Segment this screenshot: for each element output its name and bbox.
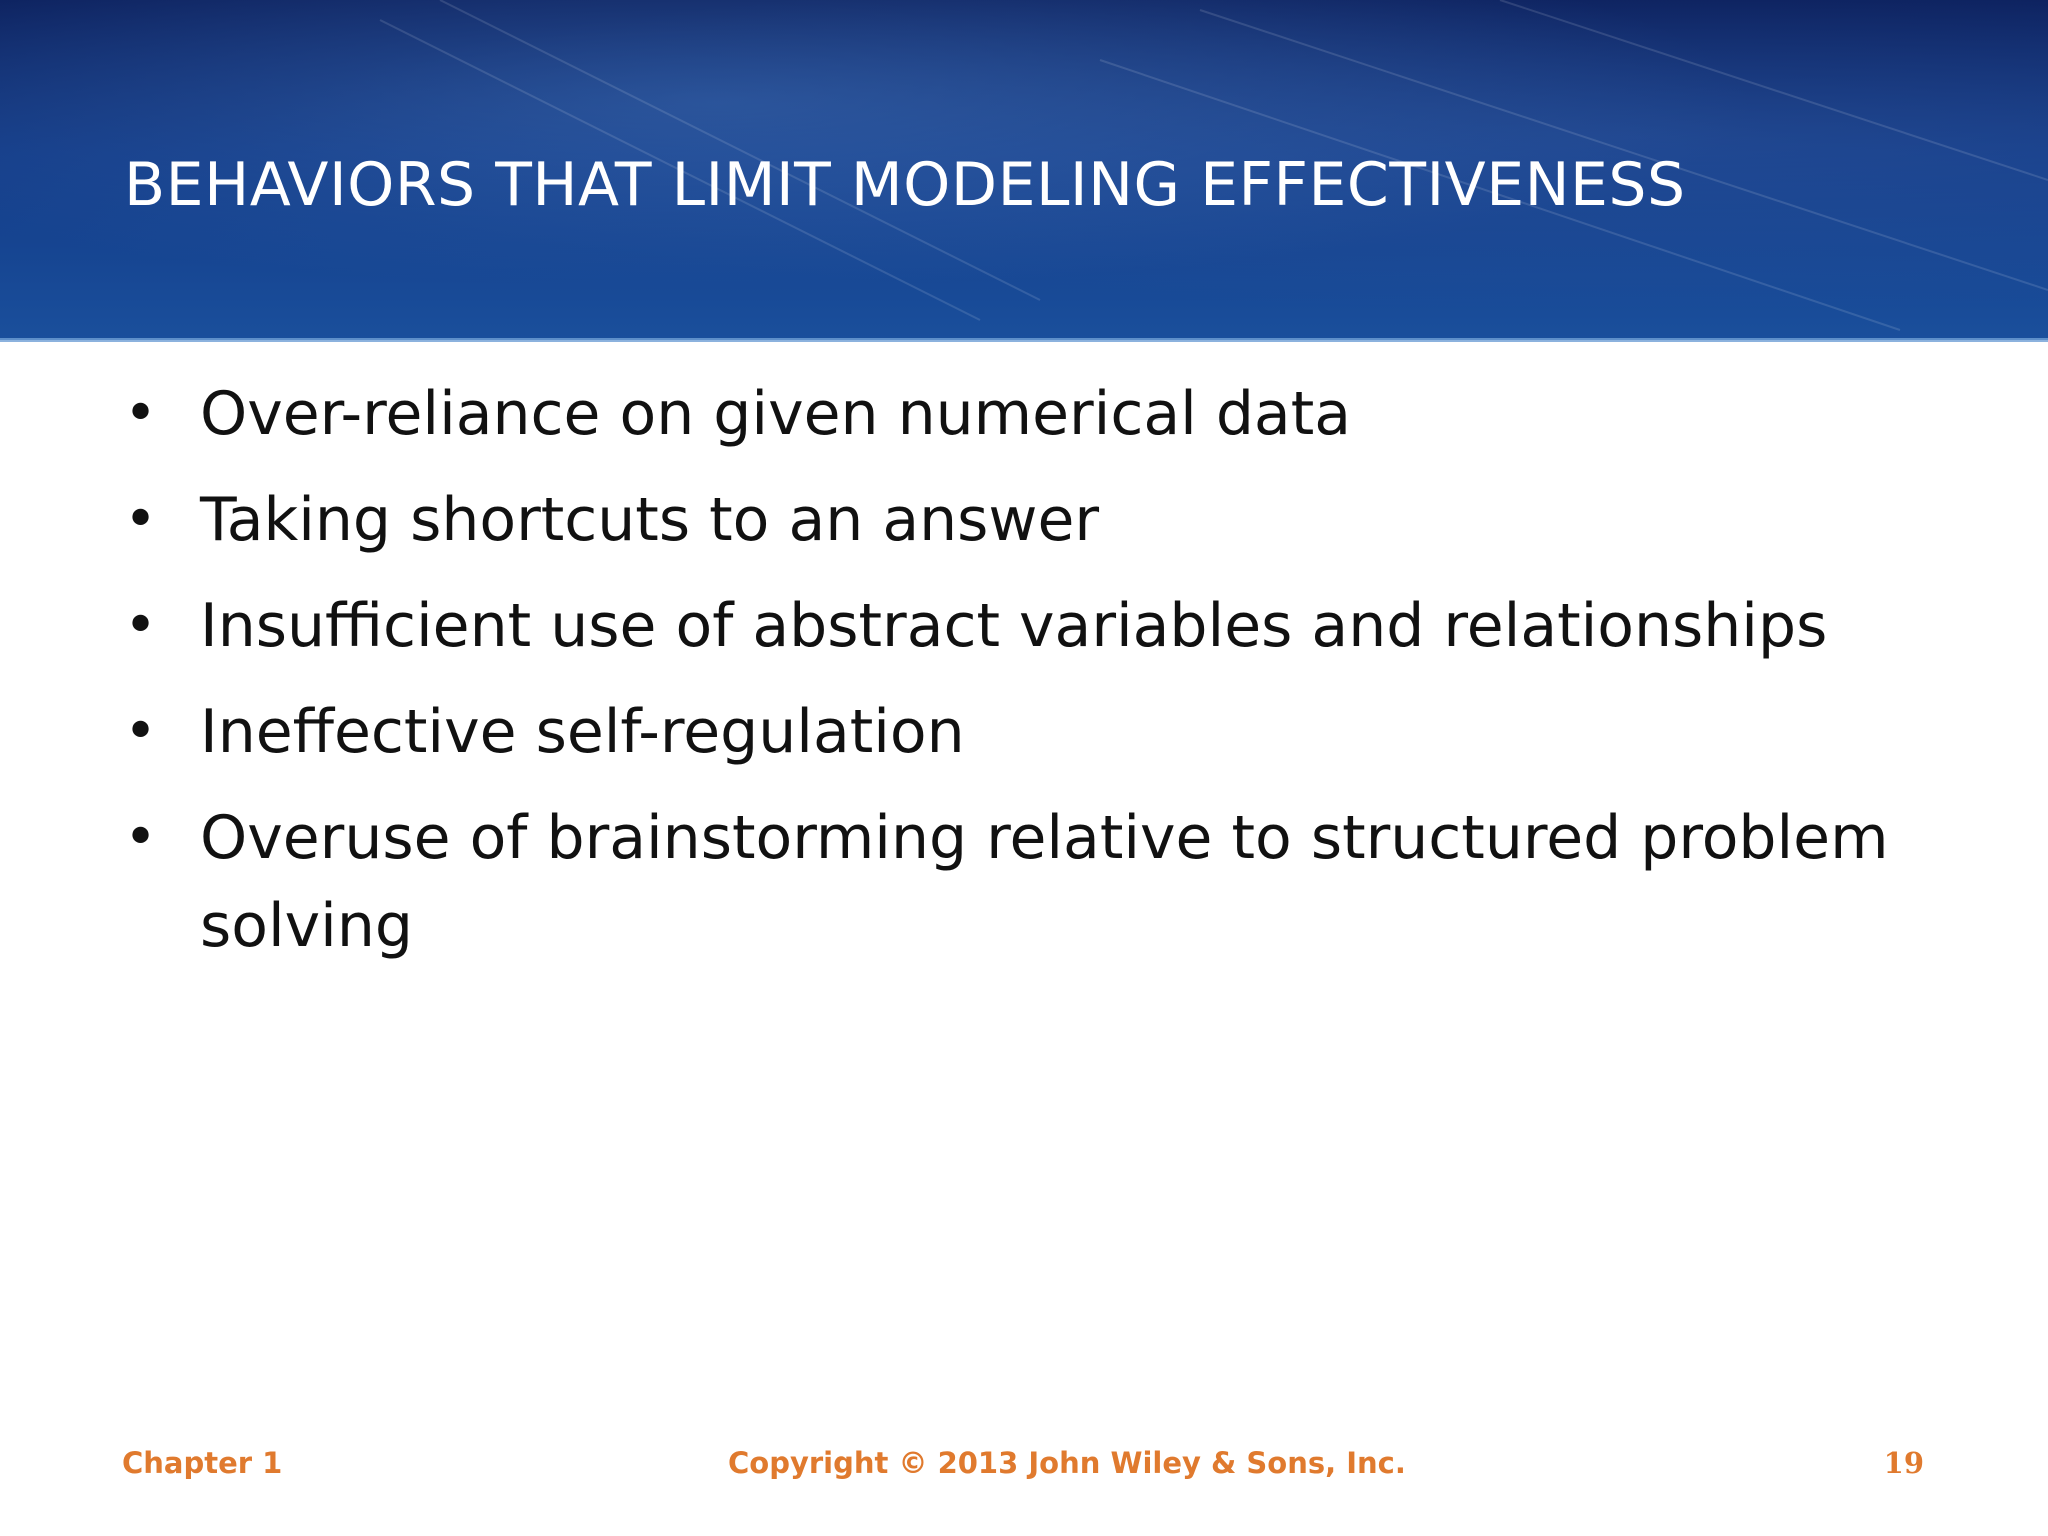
footer-copyright: Copyright © 2013 John Wiley & Sons, Inc.: [728, 1446, 1406, 1480]
bullet-icon: •: [124, 699, 158, 764]
list-item: [124, 476, 1964, 564]
bullet-icon: •: [124, 487, 158, 552]
list-item: [124, 582, 1964, 670]
header-band: [0, 0, 2048, 340]
footer-page-number: 19: [1883, 1446, 1924, 1480]
list-item: [124, 794, 1964, 970]
bullet-text: Ineffective self-regulation: [200, 697, 965, 767]
bullet-text: Insufficient use of abstract variables and relationships: [200, 591, 1828, 661]
list-item: [124, 370, 1964, 458]
header-divider: [0, 338, 2048, 342]
bullet-text: Overuse of brainstorming relative to structured problem solving: [200, 803, 1889, 961]
list-item: [124, 688, 1964, 776]
bullet-icon: •: [124, 805, 158, 870]
bullet-icon: •: [124, 381, 158, 446]
bullet-icon: •: [124, 593, 158, 658]
slide-title: BEHAVIORS THAT LIMIT MODELING EFFECTIVENESS: [124, 150, 1686, 220]
bullet-text: Over-reliance on given numerical data: [200, 379, 1351, 449]
bullet-text: Taking shortcuts to an answer: [200, 485, 1100, 555]
footer-chapter: Chapter 1: [122, 1446, 283, 1480]
bullet-list: [124, 370, 1964, 988]
